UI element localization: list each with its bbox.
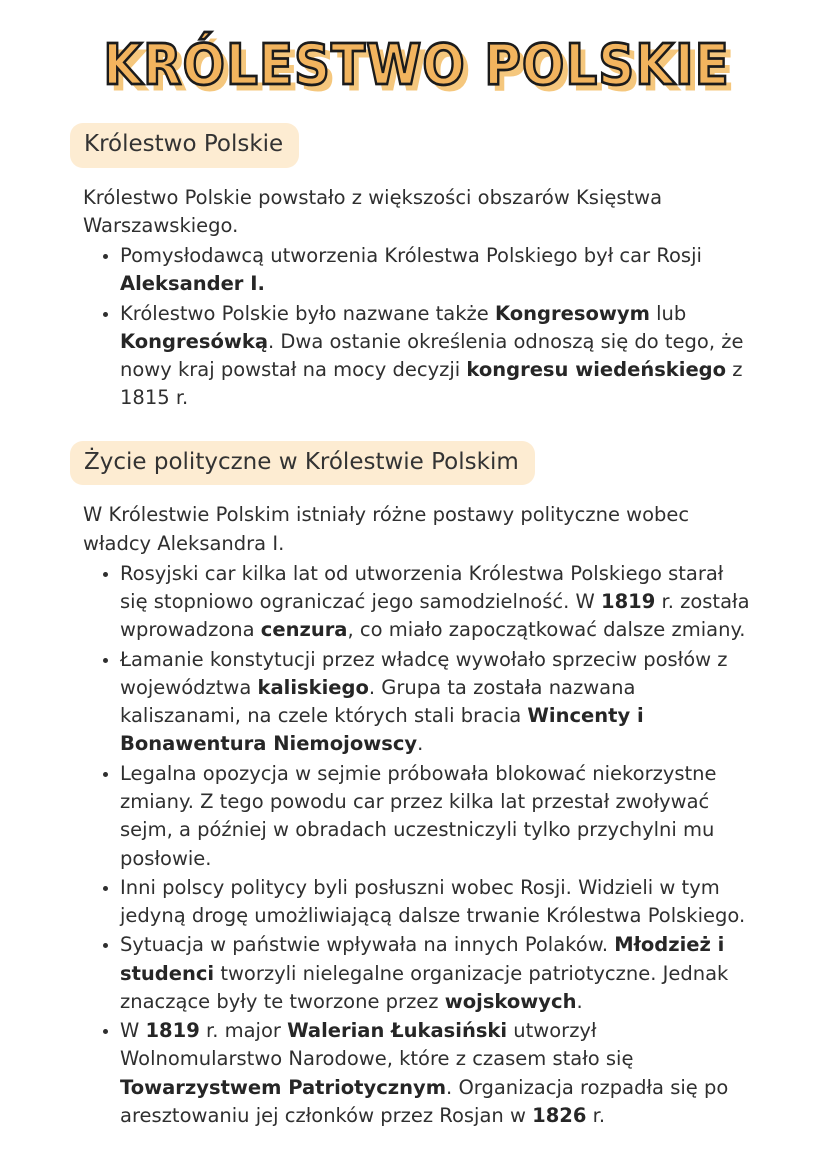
list-item [120,242,750,299]
bold-text: wojskowych [444,989,577,1013]
section-intro [83,184,750,241]
bullet-list [83,560,750,1130]
text-run: r. została wprowadzona [120,590,750,642]
text-run: lub [649,301,687,325]
bold-text: Kongresowym [495,301,650,325]
page-title: KRÓLESTWO POLSKIE [103,32,730,98]
bold-text: cenzura [260,618,348,642]
bold-text: Aleksander I. [120,272,265,296]
bold-text: Towarzystwem Patriotycznym [120,1075,447,1099]
bold-text: 1826 [532,1103,587,1127]
text-run: , co miało zapoczątkować dalsze zmiany. [347,618,746,642]
bullet-list [83,242,750,413]
section [83,123,750,413]
sections [83,123,750,1130]
bold-text: Młodzież i studenci [120,933,725,985]
text-run: z 1815 r. [120,358,743,410]
text-run: Pomysłodawcą utworzenia Królestwa Polskiego był car Rosji [120,244,702,268]
text-run: Legalna opozycja w sejmie próbowała blokować niekorzystne zmiany. Z tego powodu car przez kilka lat przestał zwoływać sejm, a później w obradach uczestniczyli tylko przychylni mu posłowie. [120,761,717,870]
bold-text: kaliskiego [257,675,369,699]
text-run: tworzyli nielegalne organizacje patriotyczne. Jednak znaczące były te tworzone przez [120,961,729,1013]
section [83,441,750,1130]
text-run: Rosyjski car kilka lat od utworzenia Królestwa Polskiego starał się stopniowo ograniczać jego samodzielność. W [120,561,724,614]
list-item [120,760,750,873]
section-heading: Królestwo Polskie [70,123,299,168]
text-run: . [576,989,583,1013]
text-run: Inni polscy politycy byli posłuszni wobec Rosji. Widzieli w tym jedyną drogę umożliwiającą dalsze trwanie Królestwa Polskiego. [120,875,746,928]
bold-text: Kongresówką [120,329,268,353]
text-run: W [120,1019,146,1043]
section-intro [83,501,750,558]
list-item [120,874,750,931]
text-run: Łamanie konstytucji przez władcę wywołało sprzeciw posłów z województwa [120,647,728,699]
bold-text: 1819 [145,1019,200,1043]
bold-text: Walerian Łukasiński [287,1019,508,1043]
bold-text: 1819 [601,590,656,614]
text-run: Królestwo Polskie powstało z większości obszarów Księstwa Warszawskiego. [83,185,663,237]
list-item [120,300,750,413]
list-item [120,1017,750,1130]
text-run: r. major [199,1019,288,1043]
text-run: . [417,732,424,756]
text-run: . Grupa ta została nazwana kaliszanami, na czele których stali bracia [120,675,636,728]
text-run: Sytuacja w państwie wpływała na innych Polaków. [120,933,615,957]
text-run: Królestwo Polskie było nazwane także [120,301,495,325]
text-run: utworzył Wolnomularstwo Narodowe, które z czasem stało się [120,1019,634,1071]
list-item [120,646,750,759]
text-run: r. [586,1103,606,1127]
bold-text: kongresu wiedeńskiego [466,358,727,382]
text-run: . Dwa ostanie określenia odnoszą się do tego, że nowy kraj powstał na mocy decyzji [120,329,744,382]
list-item [120,931,750,1016]
text-run: . Organizacja rozpadła się po aresztowaniu jej członków przez Rosjan w [120,1075,729,1127]
bold-text: Wincenty i Bonawentura Niemojowscy [120,704,644,756]
text-run: W Królestwie Polskim istniały różne postawy polityczne wobec władcy Aleksandra I. [83,503,690,555]
list-item [120,560,750,645]
section-heading: Życie polityczne w Królestwie Polskim [70,441,535,486]
